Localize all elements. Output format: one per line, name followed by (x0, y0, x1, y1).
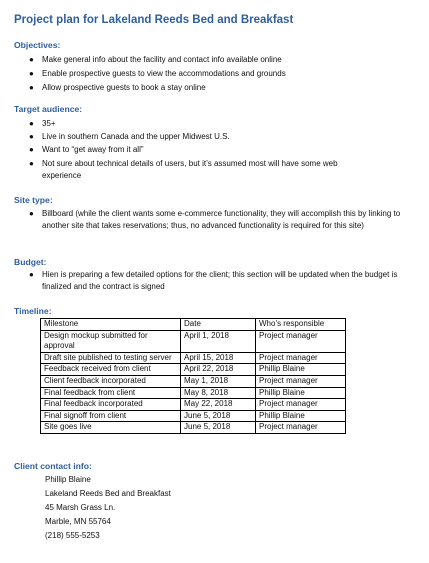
table-row (41, 410, 346, 422)
audience-item-text: Not sure about technical details of users, but it’s assumed most will have some web experience (42, 159, 338, 180)
bullet-icon: ● (29, 209, 34, 218)
contact-name: Phillip Blaine (45, 475, 91, 484)
bullet-icon: ● (29, 69, 34, 78)
objectives-item-text: Enable prospective guests to view the accommodations and grounds (42, 69, 286, 78)
table-row (41, 352, 346, 364)
objectives-item-text: Make general info about the facility and contact info available online (42, 55, 282, 64)
column-header: Date (181, 319, 256, 331)
site-type-heading: Site type: (14, 195, 53, 205)
budget-item-text: Hien is preparing a few detailed options for the client; this section will be updated when the budget is finalized and the contract is signed (42, 270, 398, 291)
bullet-icon: ● (29, 83, 34, 92)
bullet-icon: ● (29, 55, 34, 64)
table-row (41, 387, 346, 399)
responsible-cell: Project manager (256, 422, 346, 434)
milestone-cell: Client feedback incorporated (41, 375, 181, 387)
column-header: Who’s responsible (256, 319, 346, 331)
bullet-icon: ● (29, 119, 34, 128)
milestone-cell: Design mockup submitted for approval (41, 330, 181, 352)
date-cell: May 1, 2018 (181, 375, 256, 387)
contact-city: Marble, MN 55764 (45, 517, 111, 526)
milestone-cell: Final feedback incorporated (41, 399, 181, 411)
site-type-item (29, 208, 414, 232)
milestone-cell: Feedback received from client (41, 364, 181, 376)
audience-item (29, 158, 372, 182)
milestone-cell: Final signoff from client (41, 410, 181, 422)
column-header: Milestone (41, 319, 181, 331)
timeline-heading: Timeline: (14, 306, 52, 316)
contact-phone: (218) 555-5253 (45, 531, 100, 540)
date-cell: April 15, 2018 (181, 352, 256, 364)
responsible-cell: Phillip Blaine (256, 364, 346, 376)
audience-heading: Target audience: (14, 104, 83, 114)
date-cell: April 1, 2018 (181, 330, 256, 352)
date-cell: April 22, 2018 (181, 364, 256, 376)
date-cell: May 22, 2018 (181, 399, 256, 411)
date-cell: June 5, 2018 (181, 410, 256, 422)
responsible-cell: Project manager (256, 399, 346, 411)
objectives-item-text: Allow prospective guests to book a stay online (42, 83, 206, 92)
table-row (41, 364, 346, 376)
audience-item (29, 118, 414, 130)
budget-heading: Budget: (14, 257, 47, 267)
bullet-icon: ● (29, 132, 34, 141)
audience-item-text: Live in southern Canada and the upper Midwest U.S. (42, 132, 230, 141)
table-row (41, 399, 346, 411)
milestone-cell: Draft site published to testing server (41, 352, 181, 364)
responsible-cell: Project manager (256, 352, 346, 364)
table-header-row (41, 319, 346, 331)
responsible-cell: Project manager (256, 375, 346, 387)
contact-company: Lakeland Reeds Bed and Breakfast (45, 489, 171, 498)
timeline-table (40, 318, 346, 434)
table-row (41, 330, 346, 352)
objectives-heading: Objectives: (14, 40, 61, 50)
responsible-cell: Phillip Blaine (256, 410, 346, 422)
milestone-cell: Final feedback from client (41, 387, 181, 399)
audience-item-text: Want to “get away from it all” (42, 145, 144, 154)
contact-street: 45 Marsh Grass Ln. (45, 503, 116, 512)
bullet-icon: ● (29, 145, 34, 154)
audience-item (29, 144, 414, 156)
budget-item (29, 269, 414, 293)
document-title: Project plan for Lakeland Reeds Bed and Breakfast (14, 14, 294, 26)
responsible-cell: Phillip Blaine (256, 387, 346, 399)
date-cell: May 8, 2018 (181, 387, 256, 399)
audience-item-text: 35+ (42, 119, 56, 128)
date-cell: June 5, 2018 (181, 422, 256, 434)
audience-item (29, 131, 414, 143)
table-row (41, 422, 346, 434)
table-row (41, 375, 346, 387)
objectives-item (29, 68, 414, 80)
bullet-icon: ● (29, 159, 34, 168)
site-type-item-text: Billboard (while the client wants some e-commerce functionality, they will accomplish this by linking to another site that takes reservations; thus, no advanced functionality is required for this site) (42, 209, 401, 230)
contact-heading: Client contact info: (14, 461, 92, 471)
responsible-cell: Project manager (256, 330, 346, 352)
objectives-item (29, 82, 414, 94)
bullet-icon: ● (29, 270, 34, 279)
objectives-item (29, 54, 414, 66)
milestone-cell: Site goes live (41, 422, 181, 434)
